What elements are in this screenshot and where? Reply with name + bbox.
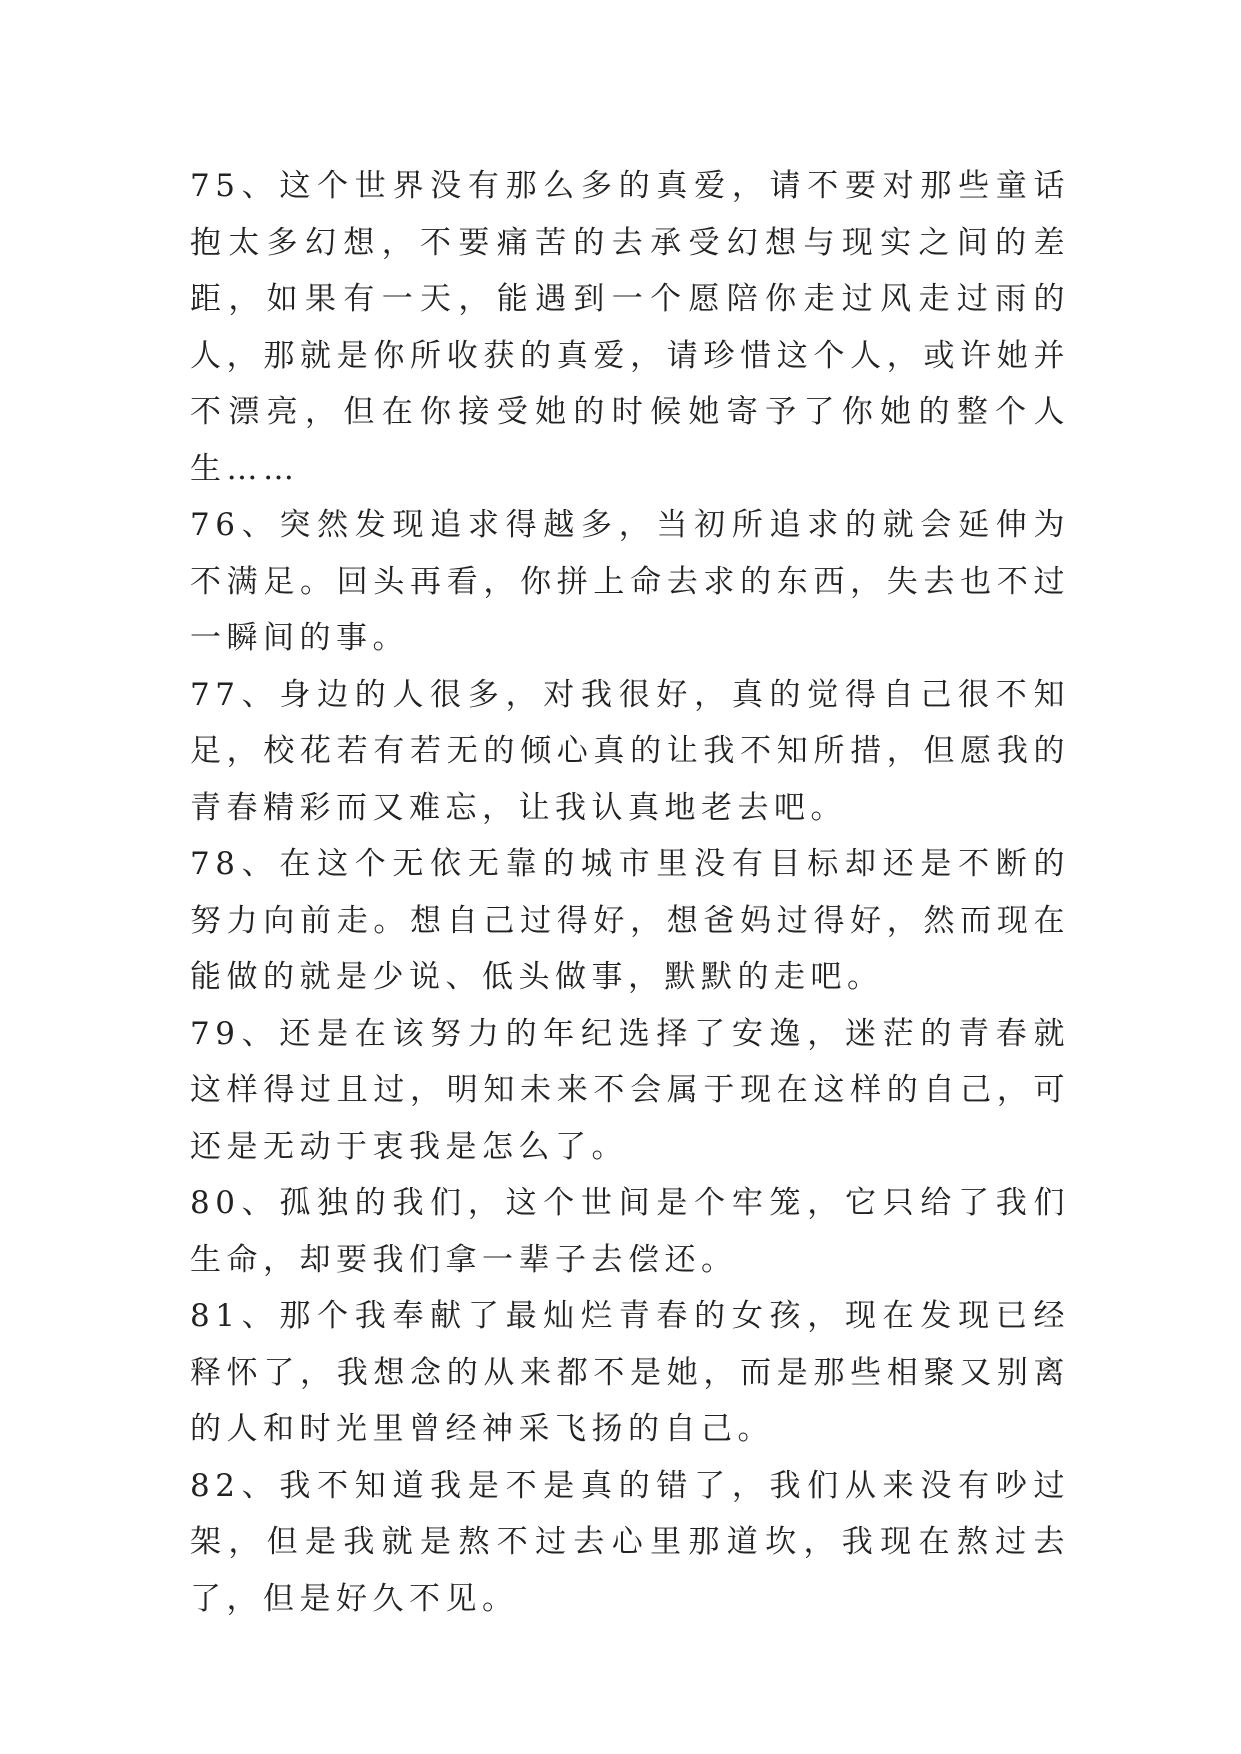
paragraph-78: 78、在这个无依无靠的城市里没有目标却还是不断的努力向前走。想自己过得好，想爸妈过得好，然而现在能做的就是少说、低头做事，默默的走吧。 [190,846,1070,995]
paragraph-81: 81、那个我奉献了最灿烂青春的女孩，现在发现已经释怀了，我想念的从来都不是她，而是那些相聚又别离的人和时光里曾经神采飞扬的自己。 [190,1298,1070,1447]
paragraph-80: 80、孤独的我们，这个世间是个牢笼，它只给了我们生命，却要我们拿一辈子去偿还。 [190,1185,1070,1278]
document-body [190,158,1070,1627]
paragraph-77: 77、身边的人很多，对我很好，真的觉得自己很不知足，校花若有若无的倾心真的让我不知所措，但愿我的青春精彩而又难忘，让我认真地老去吧。 [190,676,1070,826]
paragraph-82: 82、我不知道我是不是真的错了，我们从来没有吵过架，但是我就是熬不过去心里那道坎，我现在熬过去了，但是好久不见。 [190,1467,1070,1617]
paragraph-79: 79、还是在该努力的年纪选择了安逸，迷茫的青春就这样得过且过，明知未来不会属于现在这样的自己，可还是无动于衷我是怎么了。 [190,1015,1070,1165]
paragraph-76: 76、突然发现追求得越多，当初所追求的就会延伸为不满足。回头再看，你拼上命去求的东西，失去也不过一瞬间的事。 [190,507,1070,656]
paragraph-75: 75、这个世界没有那么多的真爱，请不要对那些童话抱太多幻想，不要痛苦的去承受幻想与现实之间的差距，如果有一天，能遇到一个愿陪你走过风走过雨的人，那就是你所收获的真爱，请珍惜这个人，或许她并不漂亮，但在你接受她的时候她寄予了你她的整个人生…… [190,168,1070,487]
